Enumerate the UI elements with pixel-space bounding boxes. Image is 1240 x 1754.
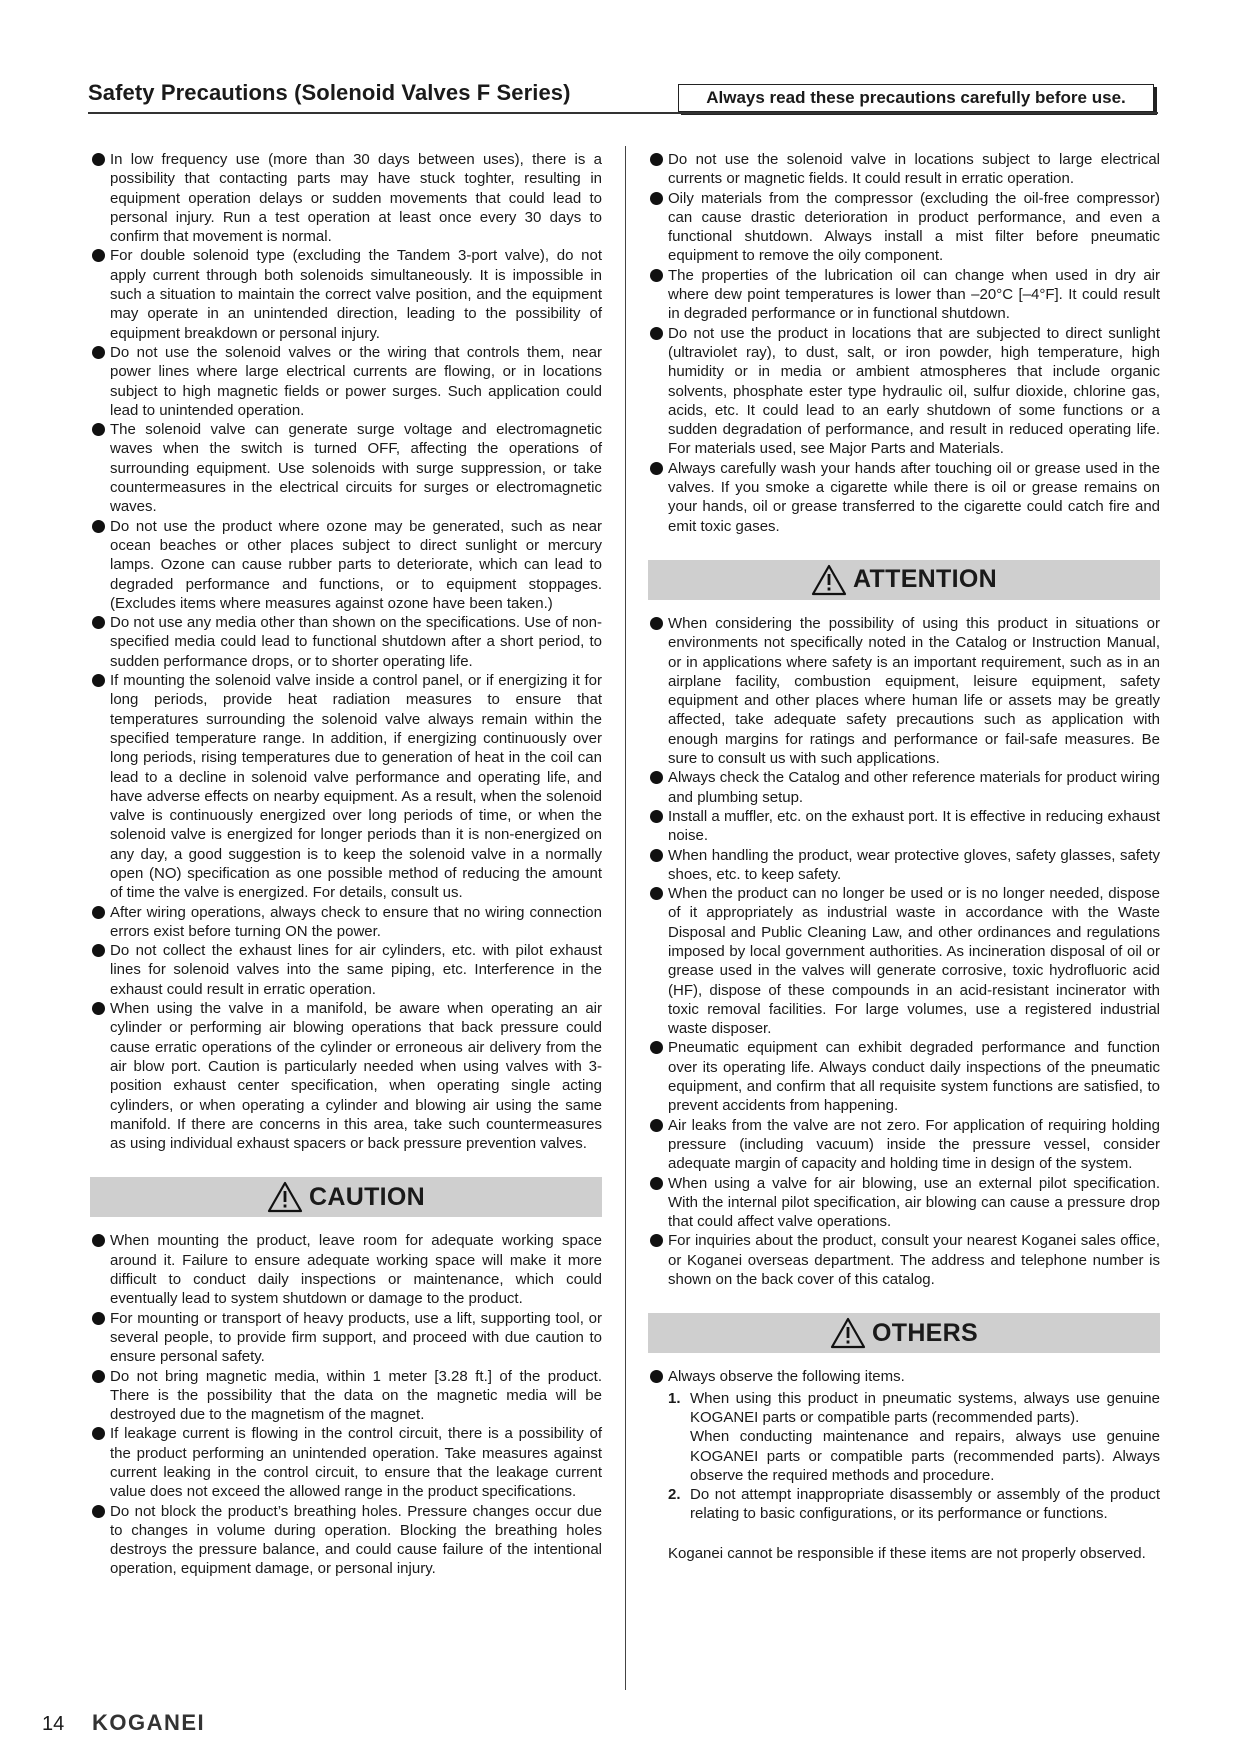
list-item: If leakage current is flowing in the control circuit, there is a possibility of the product performing an unintended operation. Take measures against current leaking in the control circuit, to ensure that the leakage current value does not exceed the allowed range in the product specifications.: [90, 1424, 602, 1501]
list-item: Do not use the solenoid valves or the wiring that controls them, near power lines where large electrical currents are flowing, or in locations subject to high magnetic fields or power surges. Such application could lead to unintended operation.: [90, 343, 602, 420]
list-item: Do not collect the exhaust lines for air cylinders, etc. with pilot exhaust lines for solenoid valves into the same piping, etc. Interference in the exhaust could result in erratic operation.: [90, 941, 602, 999]
list-item: For double solenoid type (excluding the Tandem 3-port valve), do not apply current through both solenoids simultaneously. It is impossible in such a situation to maintain the correct valve position, and the equipment may operate in an unintended direction, leading to the possibility of equipment breakdown or personal injury.: [90, 246, 602, 342]
list-item: After wiring operations, always check to ensure that no wiring connection errors exist before turning ON the power.: [90, 903, 602, 942]
left-warning-list: [90, 150, 602, 1153]
list-item: Pneumatic equipment can exhibit degraded performance and function over its operating life. Always conduct daily inspections of the pneumatic equipment, and confirm that all requisite system functions are satisfied, to prevent accidents from happening.: [648, 1038, 1160, 1115]
warning-triangle-icon: [830, 1317, 866, 1349]
others-numbered-list: [648, 1389, 1160, 1524]
read-precautions-note: Always read these precautions carefully before use.: [678, 84, 1154, 112]
list-item: Air leaks from the valve are not zero. For application of requiring holding pressure (including vacuum) inside the pressure vessel, consider adequate margin of capacity and holding time in design of the system.: [648, 1116, 1160, 1174]
list-item: The properties of the lubrication oil can change when used in dry air where dew point temperatures is lower than –20°C [–4°F]. It could result in degraded performance or in functional shutdown.: [648, 266, 1160, 324]
list-item: The solenoid valve can generate surge voltage and electromagnetic waves when the switch is turned OFF, affecting the operations of surrounding equipment. Use solenoids with surge suppression, or take countermeasures in the electrical circuits for surges or electromagnetic waves.: [90, 420, 602, 516]
list-item: When handling the product, wear protective gloves, safety glasses, safety shoes, etc. to keep safety.: [648, 846, 1160, 885]
list-item: In low frequency use (more than 30 days between uses), there is a possibility that contacting parts may have stuck toghter, resulting in equipment operation delays or sudden movements that could lead to personal injury. Run a test operation at least once every 30 days to confirm that movement is normal.: [90, 150, 602, 246]
list-item: Do not bring magnetic media, within 1 meter [3.28 ft.] of the product. There is the possibility that the data on the magnetic media will be destroyed due to the magnetism of the magnet.: [90, 1367, 602, 1425]
list-item: When the product can no longer be used or is no longer needed, dispose of it appropriately as industrial waste in accordance with the Waste Disposal and Public Cleaning Law, and other ordinances and regulations imposed by local government authorities. As incineration disposal of oil or grease used in the valves will generate corrosive, toxic hydrofluoric acid (HF), dispose of these compounds in an acid-resistant incinerator with toxic removal facilities. For large volumes, use a registered industrial waste disposer.: [648, 884, 1160, 1038]
caution-list: [90, 1231, 602, 1578]
list-item: Do not use the product in locations that are subjected to direct sunlight (ultraviolet ray), to dust, salt, or iron powder, high temperature, high humidity or in media or ambient atmospheres that include organic solvents, phosphate ester type hydraulic oil, sulfur dioxide, chlorine gas, acids, etc. It could lead to an early shutdown of some functions or a sudden degradation of performance, and result in reduced operating life. For materials used, see Major Parts and Materials.: [648, 324, 1160, 459]
list-item: When mounting the product, leave room for adequate working space around it. Failure to ensure adequate working space will make it more difficult to conduct daily inspections or maintenance, which could eventually lead to system shutdown or damage to the product.: [90, 1231, 602, 1308]
others-banner: [648, 1313, 1160, 1353]
item-text: When using this product in pneumatic systems, always use genuine KOGANEI parts or compatible parts (recommended parts).: [690, 1389, 1160, 1426]
list-item: Install a muffler, etc. on the exhaust port. It is effective in reducing exhaust noise.: [648, 807, 1160, 846]
koganei-logo: KOGANEI: [92, 1710, 206, 1735]
list-item: For mounting or transport of heavy products, use a lift, supporting tool, or several people, to provide firm support, and proceed with due caution to ensure personal safety.: [90, 1309, 602, 1367]
list-item: For inquiries about the product, consult your nearest Koganei sales office, or Koganei overseas department. The address and telephone number is shown on the back cover of this catalog.: [648, 1231, 1160, 1289]
left-column: [90, 150, 602, 1579]
others-title: OTHERS: [872, 1318, 978, 1347]
list-item: Always carefully wash your hands after touching oil or grease used in the valves. If you smoke a cigarette while there is oil or grease remains on your hands, oil or grease transferred to the cigarette could catch fire and emit toxic gases.: [648, 459, 1160, 536]
list-item: Always observe the following items.: [648, 1367, 1160, 1386]
warning-triangle-icon: [811, 564, 847, 596]
caution-title: CAUTION: [309, 1182, 425, 1211]
list-item: Do not use the solenoid valve in locations subject to large electrical currents or magnetic fields. It could result in erratic operation.: [648, 150, 1160, 189]
attention-banner: [648, 560, 1160, 600]
list-item: When using the valve in a manifold, be aware when operating an air cylinder or performing air blowing operations that back pressure could cause erratic operations of the cylinder or erroneous air delivery from the air blow port. Caution is particularly needed when using valves with 3-position exhaust center specification, when operating single acting cylinders, or when operating a cylinder and blowing air using the same manifold. If there are concerns in this area, take such countermeasures as using individual exhaust spacers or back pressure prevention valves.: [90, 999, 602, 1153]
page-number: 14: [42, 1713, 65, 1735]
attention-title: ATTENTION: [853, 565, 997, 594]
column-divider: [625, 146, 626, 1690]
header-rule: [88, 112, 1158, 114]
list-item: Always check the Catalog and other reference materials for product wiring and plumbing setup.: [648, 768, 1160, 807]
others-list: [648, 1367, 1160, 1386]
item-number: 2.: [668, 1486, 681, 1504]
list-item: Do not block the product’s breathing holes. Pressure changes occur due to changes in volume during operation. Blocking the breathing holes destroys the pressure balance, and could cause failure of the intentional operation, equipment damage, or personal injury.: [90, 1502, 602, 1579]
item-number: 1.: [668, 1389, 681, 1407]
list-item: When considering the possibility of using this product in situations or environments not specifically noted in the Catalog or Instruction Manual, or in applications where safety is an important requirement, such as in an airplane facility, combustion equipment, leisure equipment, safety equipment and other places where human life or assets may be greatly affected, take adequate safety precautions such as application with enough margins for ratings and performance or fail-safe measures. Be sure to consult us with such applications.: [648, 614, 1160, 768]
caution-banner: [90, 1177, 602, 1217]
numbered-item: [668, 1389, 1160, 1485]
page-title: Safety Precautions (Solenoid Valves F Series): [88, 80, 571, 105]
item-text: When conducting maintenance and repairs, always use genuine KOGANEI parts or compatible parts (recommended parts). Always observe the required methods and procedure.: [690, 1428, 1160, 1484]
item-text: Do not attempt inappropriate disassembly or assembly of the product relating to basic configurations, or its performance or functions.: [690, 1486, 1160, 1523]
numbered-item: [668, 1485, 1160, 1524]
list-item: Do not use any media other than shown on the specifications. Use of non-specified media could lead to functional shutdown after a short period, to sudden performance drops, or to shorter operating life.: [90, 613, 602, 671]
list-item: If mounting the solenoid valve inside a control panel, or if energizing it for long periods, provide heat radiation measures to ensure that temperatures surrounding the solenoid valve always remain within the specified temperature range. In addition, if energizing continuously over long periods, rising temperatures due to generation of heat in the coil can lead to a decline in solenoid valve performance and operating life, and have adverse effects on nearby equipment. As a result, when the solenoid valve is continuously energized over long periods of time, or when the solenoid valve is energized for longer periods than it is non-energized on any day, a good suggestion is to keep the solenoid valve in a normally open (NO) specification as one possible method of reducing the amount of time the valve is energized. For details, consult us.: [90, 671, 602, 903]
right-warning-list: [648, 150, 1160, 536]
right-column: [648, 150, 1160, 1563]
list-item: Do not use the product where ozone may be generated, such as near ocean beaches or other places subject to direct sunlight or mercury lamps. Ozone can cause rubber parts to deteriorate, which can lead to degraded performance and functions, or to equipment stoppages. (Excludes items where measures against ozone have been taken.): [90, 517, 602, 613]
attention-list: [648, 614, 1160, 1289]
list-item: Oily materials from the compressor (excluding the oil-free compressor) can cause drastic deterioration in product performance, and even a functional shutdown. Always install a mist filter before pneumatic equipment to remove the oily component.: [648, 189, 1160, 266]
list-item: When using a valve for air blowing, use an external pilot specification. With the internal pilot specification, air blowing can cause a pressure drop that could affect valve operations.: [648, 1174, 1160, 1232]
warning-triangle-icon: [267, 1181, 303, 1213]
closing-note: Koganei cannot be responsible if these items are not properly observed.: [668, 1544, 1146, 1562]
